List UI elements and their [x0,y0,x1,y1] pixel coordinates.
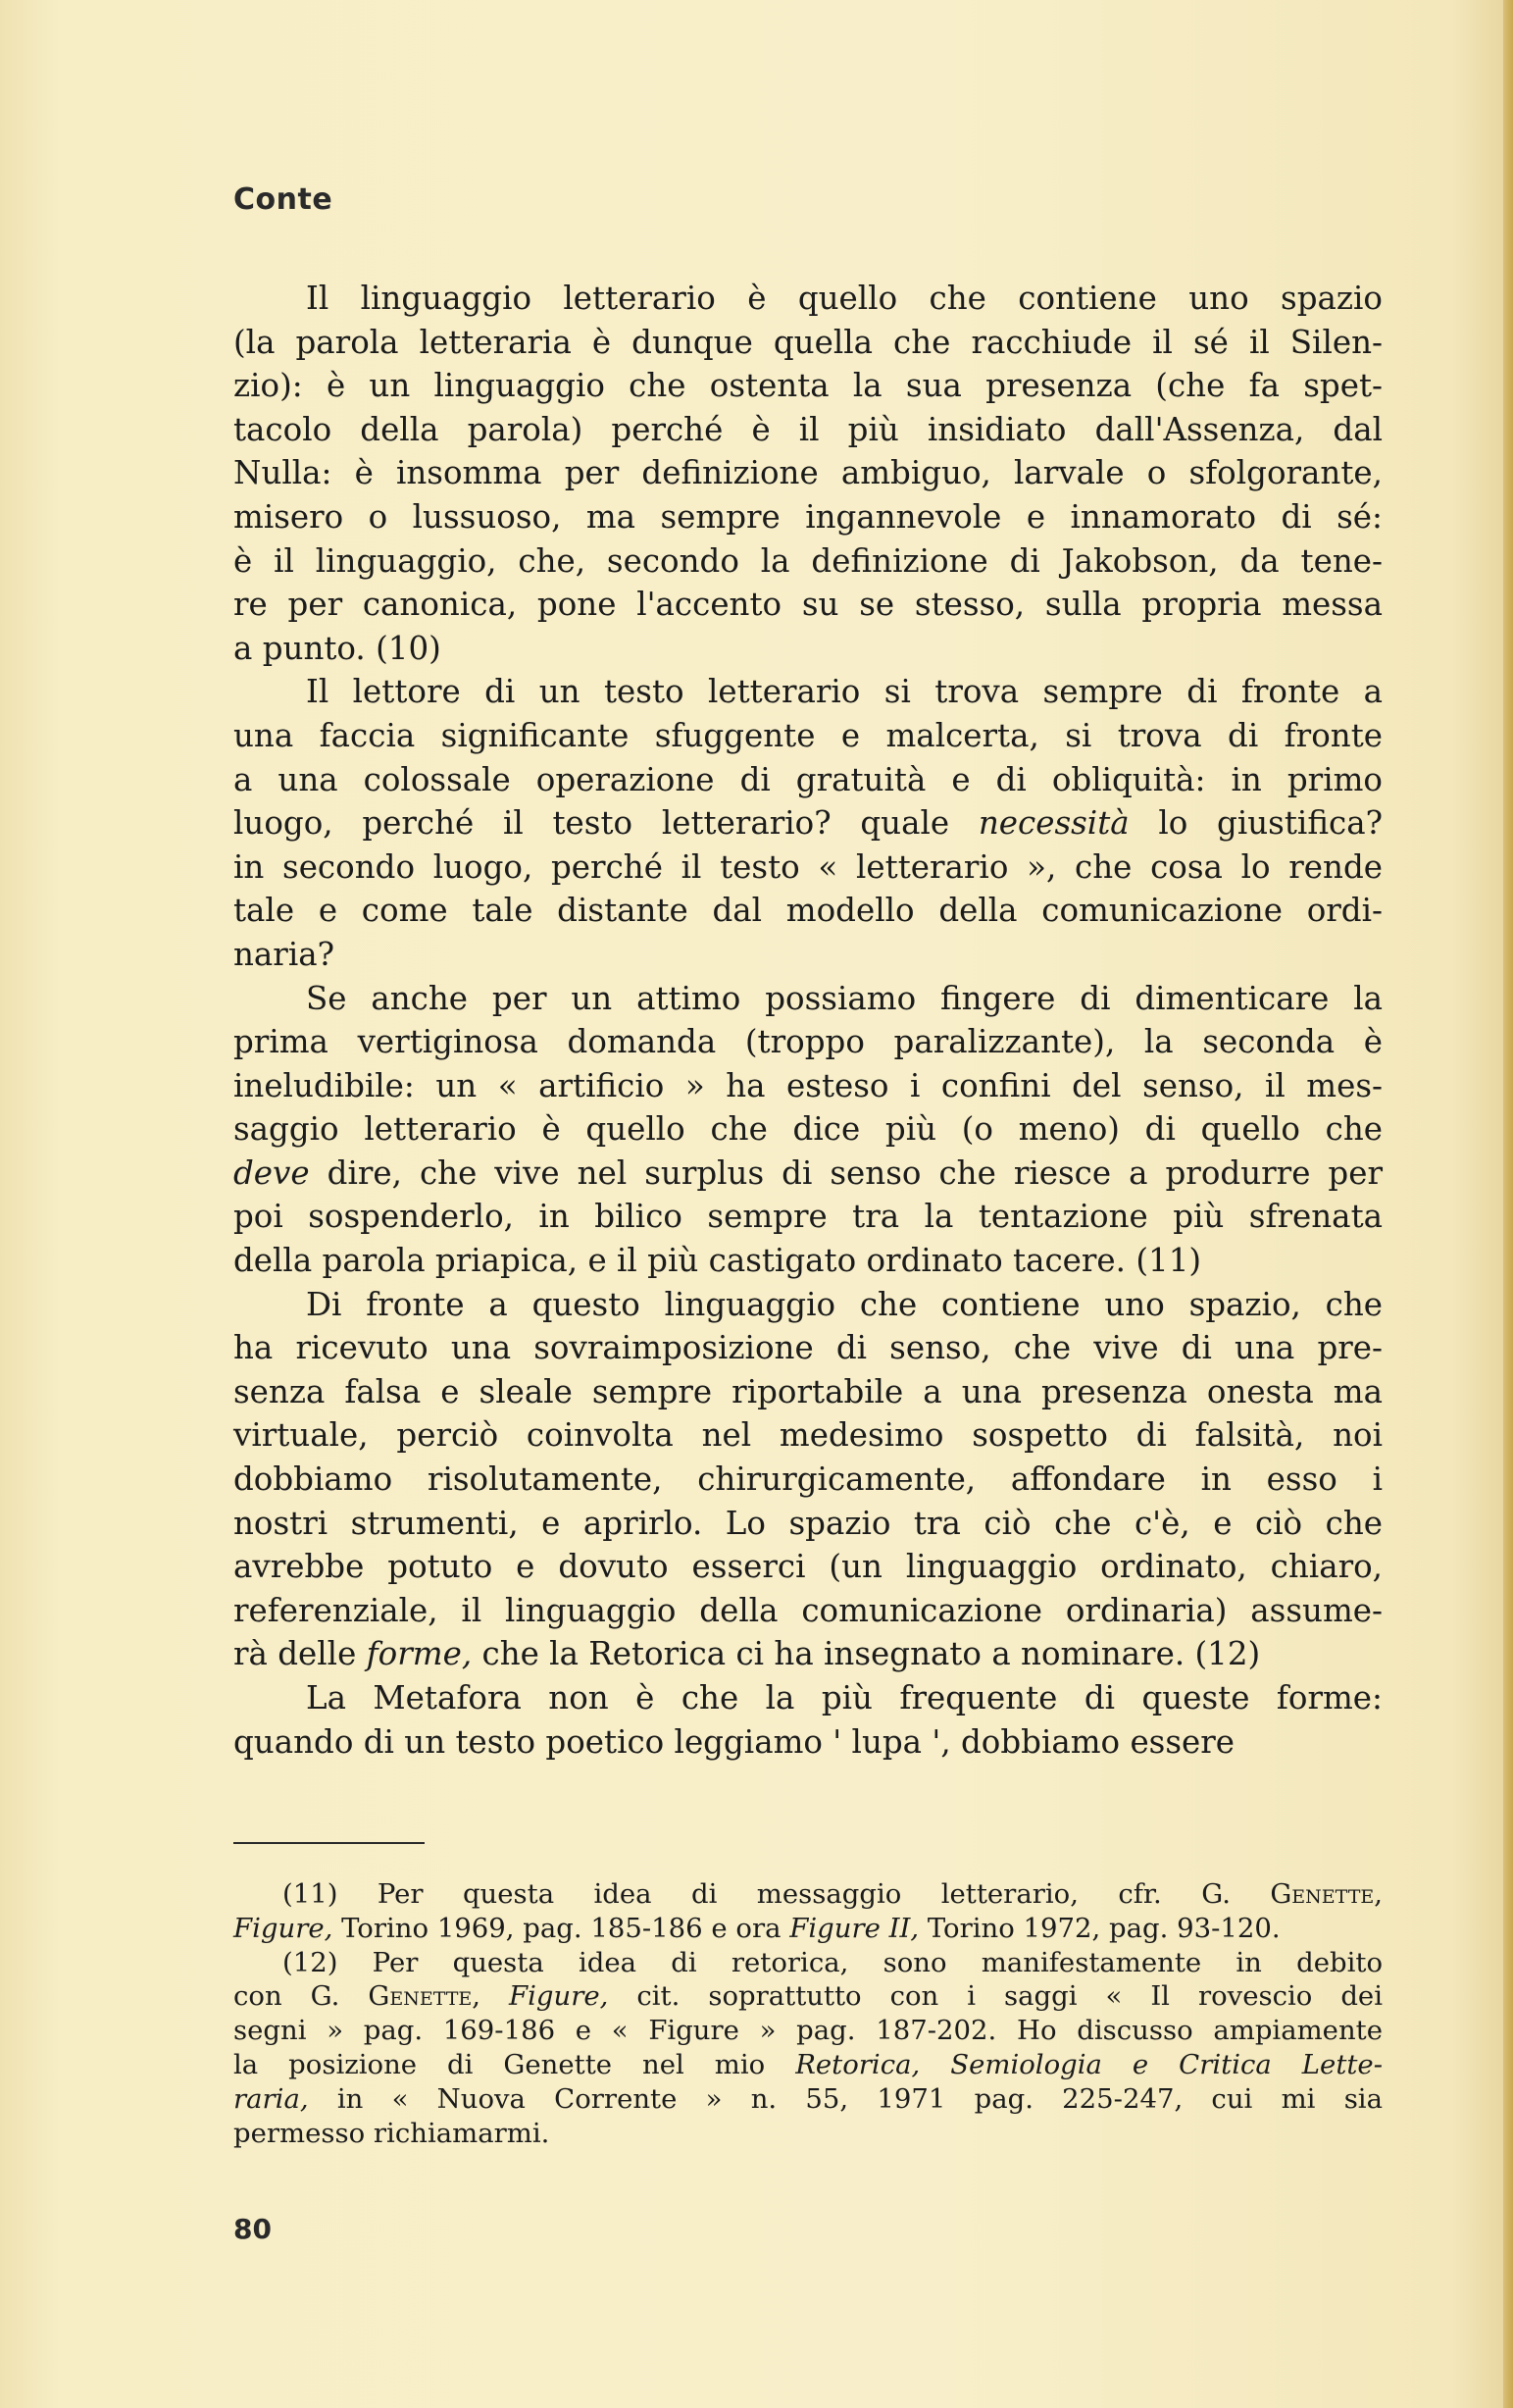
text-line: ha ricevuto una sovraimposizione di senso, che vive di una pre- [233,1329,1383,1367]
text-line: misero o lussuoso, ma sempre ingannevole e innamorato di sé: [233,497,1383,536]
footnote-line: raria, in « Nuova Corrente » n. 55, 1971 pag. 225-247, cui mi sia [233,2082,1383,2115]
text-line: luogo, perché il testo letterario? quale necessità lo giustifica? [233,804,1383,843]
text-line: in secondo luogo, perché il testo « letterario », che cosa lo rende [233,847,1383,886]
text-line: deve dire, che vive nel surplus di senso che riesce a produrre per [233,1153,1383,1192]
text-line: rà delle forme, che la Retorica ci ha insegnato a nominare. (12) [233,1635,1261,1673]
text-line: La Metafora non è che la più frequente di queste forme: [306,1679,1383,1716]
text-line: re per canonica, pone l'accento su se stesso, sulla propria messa [233,586,1383,624]
footnote-line: con G. Genette, Figure, cit. soprattutto con i saggi « Il rovescio dei [233,1980,1383,2013]
text-line: (la parola letteraria è dunque quella che racchiude il sé il Silen- [233,323,1383,361]
footnote-rule [233,1842,425,1844]
paragraph [233,1283,1383,1676]
text-line: Il lettore di un testo letterario si trova sempre di fronte a [306,673,1383,711]
text-line: a punto. (10) [233,629,441,667]
footnote [233,1877,1383,1946]
footnote-line: (11) Per questa idea di messaggio letterario, cfr. G. Genette, [282,1878,1383,1910]
text-line: naria? [233,935,335,973]
main-text [233,277,1383,1764]
footnote-line: Figure, Torino 1969, pag. 185-186 e ora Figure II, Torino 1972, pag. 93-120. [233,1912,1281,1944]
text-line: ineludibile: un « artificio » ha esteso i confini del senso, il mes- [233,1066,1383,1104]
paragraph [233,977,1383,1283]
text-line: saggio letterario è quello che dice più (o meno) di quello che [233,1110,1383,1149]
paragraph [233,277,1383,670]
footnote-line: la posizione di Genette nel mio Retorica, Semiologia e Critica Lette- [233,2048,1383,2080]
footnote-line: (12) Per questa idea di retorica, sono manifestamente in debito [282,1946,1383,1978]
text-line: Nulla: è insomma per definizione ambiguo, larvale o sfolgorante, [233,454,1383,492]
text-line: referenziale, il linguaggio della comunicazione ordinaria) assume- [233,1591,1383,1629]
paragraph [233,1676,1383,1764]
text-line: senza falsa e sleale sempre riportabile a una presenza onesta ma [233,1372,1383,1410]
text-line: Il linguaggio letterario è quello che contiene uno spazio [306,280,1383,317]
text-line: tale e come tale distante dal modello della comunicazione ordi- [233,892,1383,930]
running-header: Conte [233,182,333,217]
text-line: Di fronte a questo linguaggio che contiene uno spazio, che [306,1285,1383,1323]
text-line: zio): è un linguaggio che ostenta la sua presenza (che fa spet- [233,367,1383,405]
footnotes [233,1877,1383,2150]
text-line: poi sospenderlo, in bilico sempre tra la tentazione più sfrenata [233,1198,1383,1236]
paragraph [233,670,1383,976]
text-line: Se anche per un attimo possiamo fingere di dimenticare la [306,979,1383,1017]
text-line: a una colossale operazione di gratuità e di obliquità: in primo [233,760,1383,798]
text-line: virtuale, perciò coinvolta nel medesimo sospetto di falsità, noi [233,1416,1383,1455]
text-line: è il linguaggio, che, secondo la definizione di Jakobson, da tene- [233,541,1383,580]
text-line: nostri strumenti, e aprirlo. Lo spazio tra ciò che c'è, e ciò che [233,1504,1383,1542]
footnote [233,1946,1383,2151]
page-edge [1503,0,1513,2408]
text-line: dobbiamo risolutamente, chirurgicamente, affondare in esso i [233,1460,1383,1499]
text-line: avrebbe potuto e dovuto esserci (un linguaggio ordinato, chiaro, [233,1548,1383,1586]
text-line: tacolo della parola) perché è il più insidiato dall'Assenza, dal [233,410,1383,448]
footnote-line: permesso richiamarmi. [233,2117,550,2149]
text-line: una faccia significante sfuggente e malcerta, si trova di fronte [233,716,1383,754]
text-line: quando di un testo poetico leggiamo ' lupa ', dobbiamo essere [233,1722,1236,1761]
footnote-line: segni » pag. 169-186 e « Figure » pag. 187-202. Ho discusso ampiamente [233,2015,1383,2047]
text-line: della parola priapica, e il più castigato ordinato tacere. (11) [233,1242,1202,1280]
page-number: 80 [233,2213,272,2245]
text-line: prima vertiginosa domanda (troppo paralizzante), la seconda è [233,1023,1383,1061]
